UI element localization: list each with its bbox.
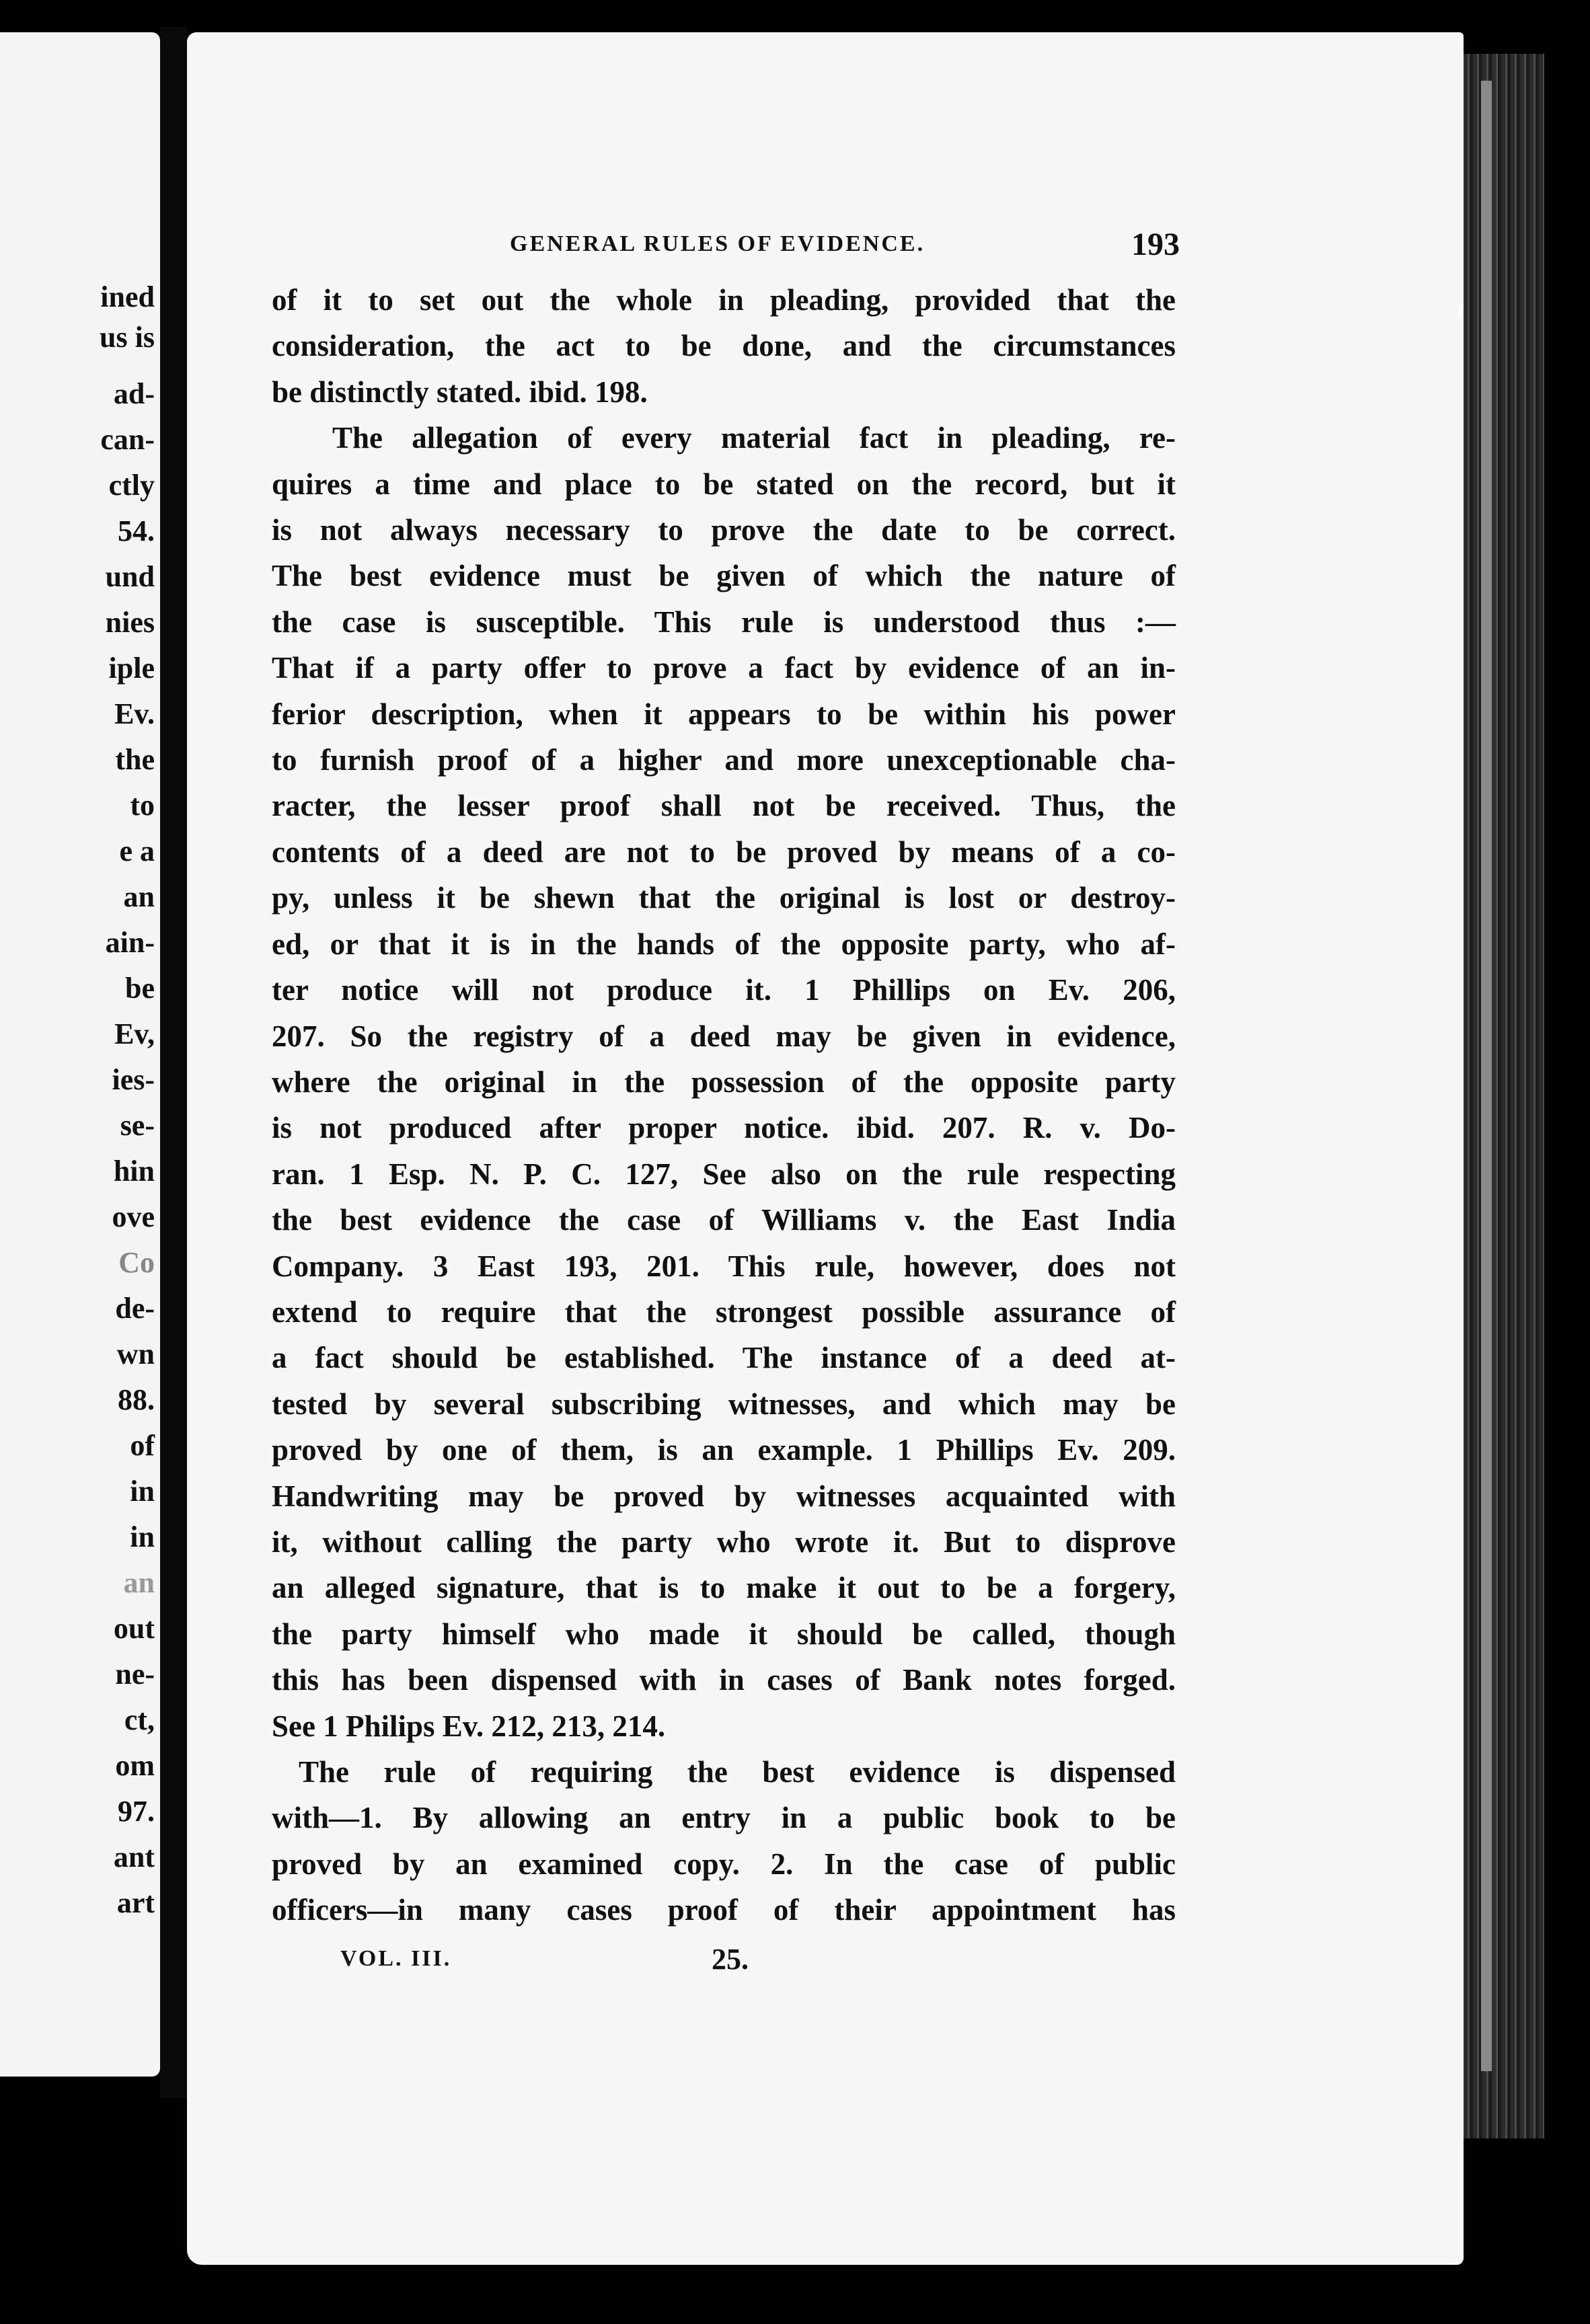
text-line: of it to set out the whole in pleading, provided that the [272,283,1176,317]
book-gutter [160,27,187,2098]
facing-page-word: ain- [105,926,155,959]
facing-page-word: ad- [113,377,155,410]
text-line: Handwriting may be proved by witnesses acquainted with [272,1479,1176,1513]
facing-page-word: us is [100,321,155,354]
facing-page-word: 97. [118,1795,155,1828]
text-line: ed, or that it is in the hands of the opposite party, who af- [272,927,1176,961]
text-line: py, unless it be shewn that the original is lost or destroy- [272,881,1176,915]
facing-page-word: the [115,743,155,776]
text-line: the party himself who made it should be called, though [272,1617,1176,1651]
facing-page-word: ant [113,1841,155,1873]
text-line: this has been dispensed with in cases of Bank notes forged. [272,1663,1176,1697]
text-line: The allegation of every material fact in pleading, re- [332,421,1176,455]
facing-page-word: ove [112,1200,155,1233]
text-line: proved by an examined copy. 2. In the case of public [272,1847,1176,1881]
text-line: Company. 3 East 193, 201. This rule, however, does not [272,1249,1176,1283]
text-line: the case is susceptible. This rule is understood thus :— [272,605,1176,639]
facing-page-word: to [130,789,155,822]
facing-page-word: ctly [108,469,155,502]
text-line: racter, the lesser proof shall not be received. Thus, the [272,789,1176,823]
text-line: where the original in the possession of the opposite party [272,1064,1176,1099]
facing-page-word: Co [118,1246,155,1279]
facing-page-word: de- [115,1292,155,1325]
text-line: be distinctly stated. ibid. 198. [272,375,648,409]
text-line: officers—in many cases proof of their appointment has [272,1893,1176,1927]
text-line: 207. So the registry of a deed may be given in evidence, [272,1019,1176,1053]
text-line: consideration, the act to be done, and the circumstances [272,329,1176,363]
text-line: tested by several subscribing witnesses, and which may be [272,1387,1176,1421]
facing-page-word: art [116,1886,155,1919]
facing-page-word: ne- [115,1658,155,1691]
page-header [315,226,1180,266]
signature-mark: 25. [712,1943,749,1976]
facing-page-word: ies- [112,1063,155,1096]
text-line: the best evidence the case of Williams v. the East India [272,1203,1176,1237]
facing-page-fragment [0,32,160,2077]
facing-page-word: an [123,880,155,913]
facing-page-word: wn [116,1338,155,1370]
text-line: an alleged signature, that is to make it out to be a forgery, [272,1571,1176,1605]
body-text [272,277,1176,1933]
facing-page-word: nies [105,606,155,639]
text-line: ferior description, when it appears to be within his power [272,697,1176,731]
facing-page-word: iple [108,652,155,685]
text-line: is not always necessary to prove the date to be correct. [272,513,1176,547]
facing-page-word: und [105,560,155,593]
text-line: That if a party offer to prove a fact by evidence of an in- [272,651,1176,685]
text-line: proved by one of them, is an example. 1 Phillips Ev. 209. [272,1433,1176,1467]
text-line: ter notice will not produce it. 1 Phillips on Ev. 206, [272,973,1176,1007]
facing-page-word: Ev, [114,1017,155,1050]
facing-page-word: an [123,1566,155,1599]
text-line: contents of a deed are not to be proved by means of a co- [272,835,1176,869]
facing-page-word: be [125,972,155,1005]
facing-page-word: out [113,1612,155,1645]
text-line: ran. 1 Esp. N. P. C. 127, See also on the rule respecting [272,1157,1176,1191]
page-footer [340,1941,878,1981]
text-line: See 1 Philips Ev. 212, 213, 214. [272,1709,666,1743]
facing-page-word: ct, [124,1703,155,1736]
facing-page-word: in [130,1520,155,1553]
text-line: with—1. By allowing an entry in a public book to be [272,1801,1176,1835]
text-line: extend to require that the strongest possible assurance of [272,1294,1176,1329]
paper-speck [1458,301,1464,321]
facing-page-word: om [115,1749,155,1782]
text-line: is not produced after proper notice. ibid. 207. R. v. Do- [272,1111,1176,1145]
text-line: The rule of requiring the best evidence is dispensed [299,1755,1176,1789]
facing-page-word: se- [120,1109,155,1142]
facing-page-word: of [130,1429,155,1462]
text-line: it, without calling the party who wrote it. But to disprove [272,1524,1176,1559]
facing-page-word: ined [100,280,155,313]
facing-page-word: hin [113,1155,155,1188]
facing-page-word: 54. [118,514,155,547]
page-edges [1464,54,1544,2138]
facing-page-word: in [130,1475,155,1508]
text-line: quires a time and place to be stated on the record, but it [272,467,1176,501]
facing-page-word: e a [119,835,155,867]
volume-label: VOL. III. [340,1946,452,1971]
facing-page-word: 88. [118,1383,155,1416]
text-line: The best evidence must be given of which the nature of [272,559,1176,593]
running-head: GENERAL RULES OF EVIDENCE. [510,231,925,256]
text-line: to furnish proof of a higher and more unexceptionable cha- [272,743,1176,777]
facing-page-word: can- [100,423,155,456]
facing-page-word: Ev. [114,697,155,730]
page-number: 193 [1131,227,1180,262]
text-line: a fact should be established. The instance of a deed at- [272,1341,1176,1375]
